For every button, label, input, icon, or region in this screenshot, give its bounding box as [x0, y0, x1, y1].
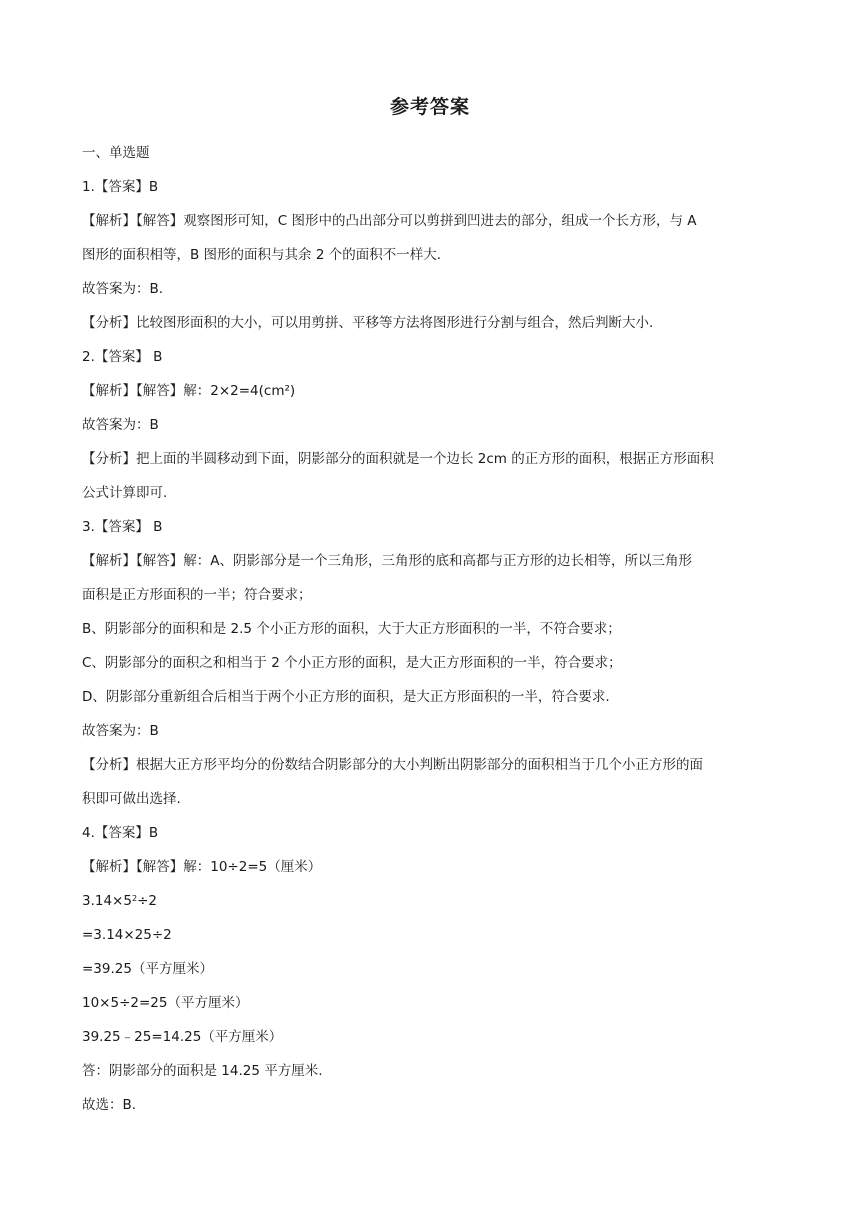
answer-content [82, 143, 782, 1129]
q2-conclusion: 故答案为：B [82, 417, 159, 433]
section-heading: 一、单选题 [82, 145, 150, 161]
q1-analysis: 【分析】比较图形面积的大小，可以用剪拼、平移等方法将图形进行分割与组合，然后判断大小. [82, 315, 654, 331]
q4-step-1-suffix: ÷2 [137, 893, 157, 909]
q4-answer: 4.【答案】B [82, 825, 159, 841]
page-title: 参考答案 [389, 96, 470, 118]
q2-answer: 2.【答案】 B [82, 349, 163, 365]
q4-step-2: =3.14×25÷2 [82, 927, 172, 943]
q4-step-1 [82, 891, 782, 925]
q4-step-1-exponent: 2 [131, 894, 138, 903]
q3-analysis-line-1: 【分析】根据大正方形平均分的份数结合阴影部分的大小判断出阴影部分的面积相当于几个小正方形的面 [82, 757, 703, 773]
q4-step-4: 10×5÷2=25（平方厘米） [82, 995, 249, 1011]
q3-solution-line-1: 【解析】【解答】解：A、阴影部分是一个三角形，三角形的底和高都与正方形的边长相等，所以三角形 [82, 553, 692, 569]
q3-analysis-line-2: 积即可做出选择. [82, 791, 181, 807]
q3-option-d: D、阴影部分重新组合后相当于两个小正方形的面积，是大正方形面积的一半，符合要求. [82, 689, 610, 705]
q4-step-1-base: 3.14×5 [82, 893, 132, 909]
q4-step-5: 39.25﹣25=14.25（平方厘米） [82, 1029, 283, 1045]
q4-conclusion: 故选：B. [82, 1097, 137, 1113]
q3-conclusion: 故答案为：B [82, 723, 159, 739]
q4-final-answer: 答：阴影部分的面积是 14.25 平方厘米. [82, 1063, 323, 1079]
q2-analysis-line-1: 【分析】把上面的半圆移动到下面，阴影部分的面积就是一个边长 2cm 的正方形的面积，根据正方形面积 [82, 451, 714, 467]
q4-step-3: =39.25（平方厘米） [82, 961, 213, 977]
q1-conclusion: 故答案为：B. [82, 281, 164, 297]
q1-answer: 1.【答案】B [82, 179, 159, 195]
q1-solution-line-1: 【解析】【解答】观察图形可知，C 图形中的凸出部分可以剪拼到凹进去的部分，组成一个长方形，与 A [82, 213, 697, 229]
q2-analysis-line-2: 公式计算即可. [82, 485, 168, 501]
q3-answer: 3.【答案】 B [82, 519, 163, 535]
q3-option-c: C、阴影部分的面积之和相当于 2 个小正方形的面积，是大正方形面积的一半，符合要求； [82, 655, 622, 671]
q3-option-b: B、阴影部分的面积和是 2.5 个小正方形的面积，大于大正方形面积的一半，不符合要求； [82, 621, 621, 637]
q3-solution-line-2: 面积是正方形面积的一半；符合要求； [82, 587, 312, 603]
q4-solution-radius: 【解析】【解答】解：10÷2=5（厘米） [82, 859, 322, 875]
q1-solution-line-2: 图形的面积相等，B 图形的面积与其余 2 个的面积不一样大. [82, 247, 442, 263]
q2-solution: 【解析】【解答】解：2×2=4(cm²) [82, 383, 296, 399]
